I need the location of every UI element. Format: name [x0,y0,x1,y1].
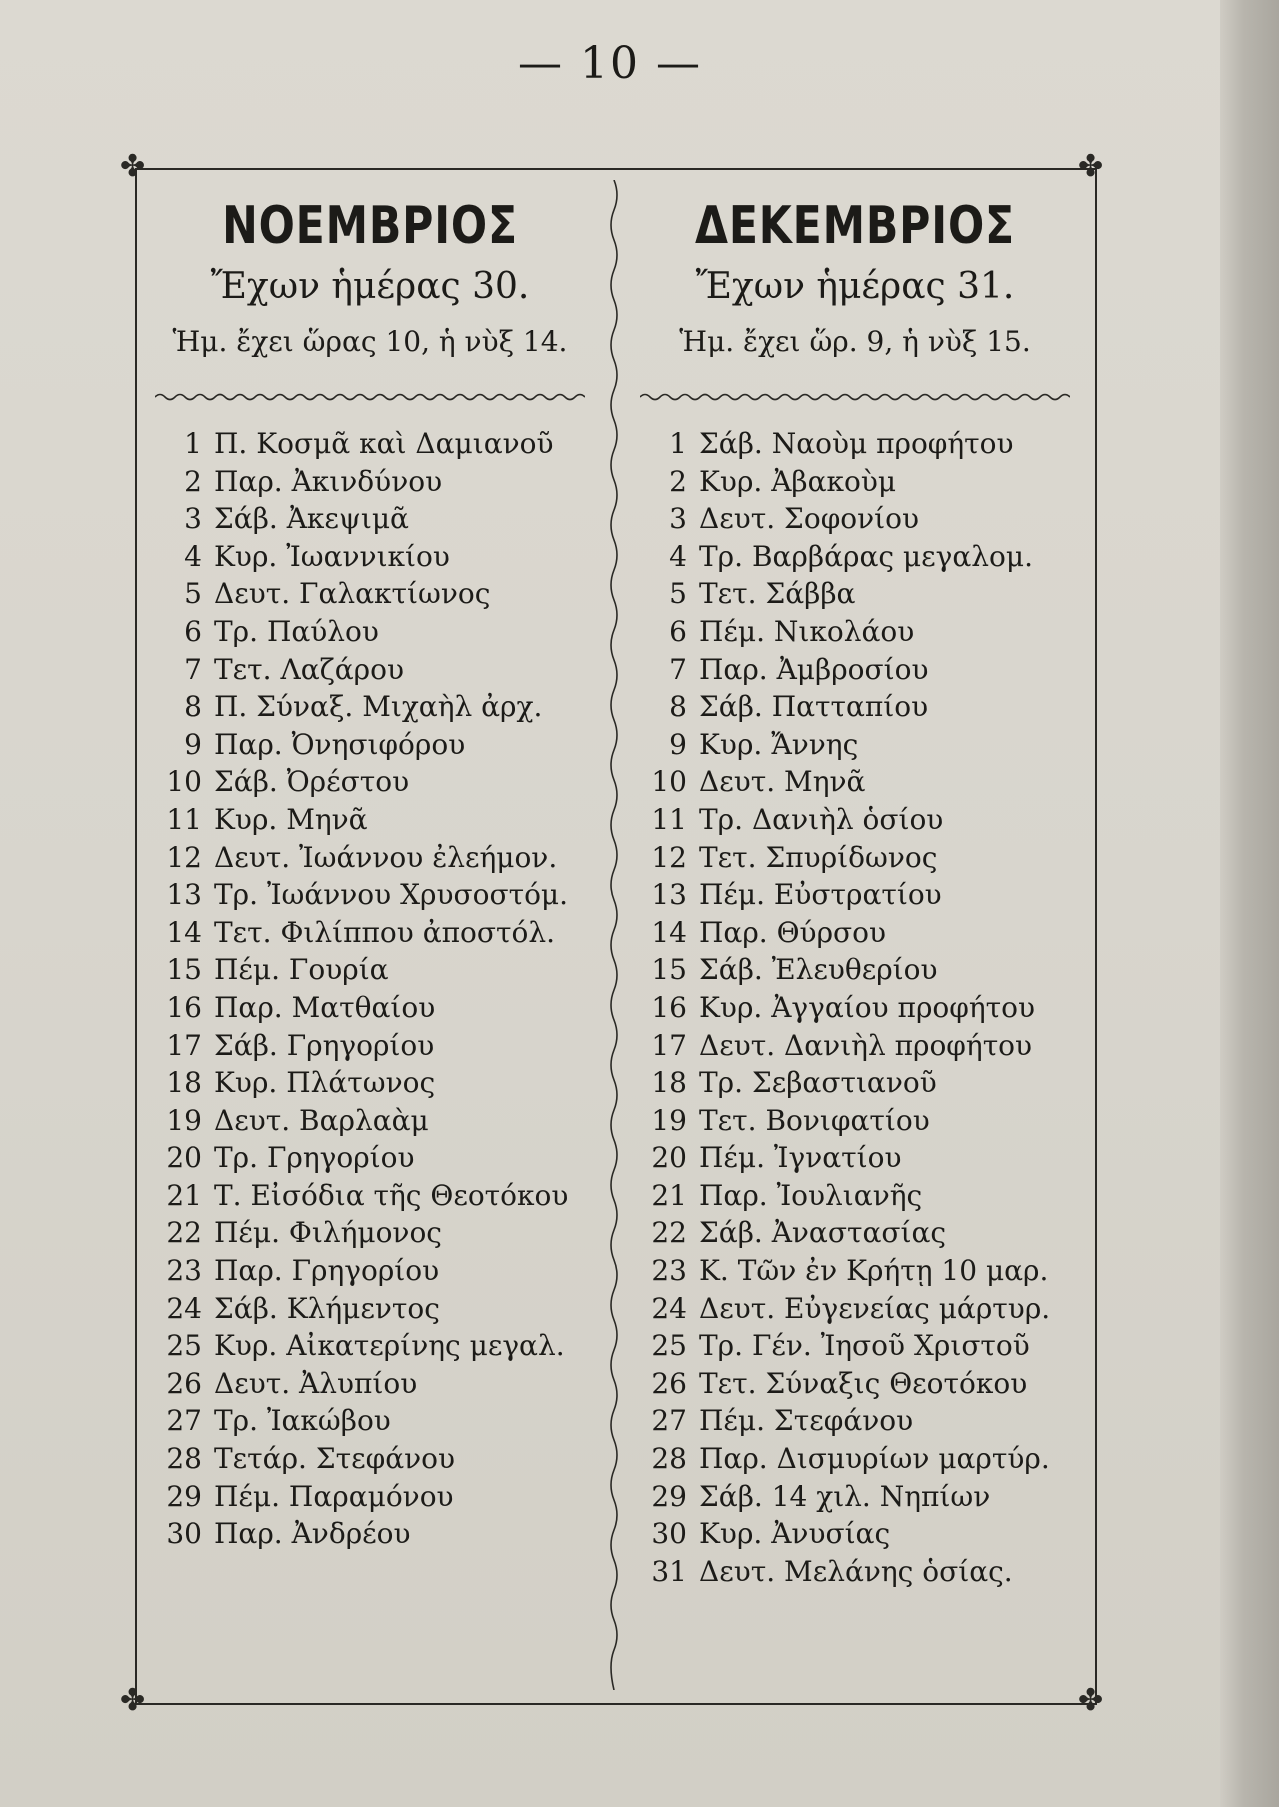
day-number: 14 [166,915,202,949]
day-number: 27 [651,1404,687,1438]
list-item [140,688,600,726]
list-item [140,538,600,576]
list-item [625,500,1085,538]
day-entry-text: Τ. Εἰσόδια τῆς Θεοτόκου [214,1178,569,1212]
day-entry-text: Σάβ. Ὀρέστου [214,765,410,799]
day-number: 5 [669,577,687,611]
day-entry-text: Παρ. Ἰουλιανῆς [699,1178,923,1212]
list-item [625,876,1085,914]
list-item [140,463,600,501]
wavy-rule-december [640,391,1070,403]
day-number: 23 [651,1254,687,1288]
wavy-rule-november [155,391,585,403]
corner-ornament-bottom-left: ✤ [120,1683,146,1718]
list-item [140,1064,600,1102]
day-entry-text: Πέμ. Φιλήμονος [214,1216,442,1250]
list-item [140,801,600,839]
day-entry-text: Πέμ. Γουρία [214,953,389,987]
list-item [625,1553,1085,1591]
day-entry-text: Π. Σύναξ. Μιχαὴλ ἀρχ. [214,690,543,724]
day-number: 17 [651,1028,687,1062]
day-number: 19 [651,1103,687,1137]
list-item [140,1252,600,1290]
day-number: 6 [669,614,687,648]
list-item [625,538,1085,576]
day-entry-text: Κυρ. Αἰκατερίνης μεγαλ. [214,1329,565,1363]
day-entry-text: Παρ. Ἀκινδύνου [214,464,443,498]
list-item [625,463,1085,501]
day-number: 15 [651,953,687,987]
day-entry-text: Παρ. Θύρσου [699,915,887,949]
day-entry-text: Τετ. Σάββα [699,577,856,611]
day-entry-text: Κ. Τῶν ἐν Κρήτῃ 10 μαρ. [699,1254,1049,1288]
day-entry-text: Κυρ. Ἄννης [699,727,859,761]
day-number: 7 [184,652,202,686]
day-entry-text: Δευτ. Βαρλαὰμ [214,1103,429,1137]
day-number: 24 [166,1291,202,1325]
day-number: 30 [166,1517,202,1551]
day-entry-text: Κυρ. Ἀβακοὺμ [699,464,897,498]
day-number: 16 [166,990,202,1024]
day-entry-text: Παρ. Ἀνδρέου [214,1517,411,1551]
list-item [625,763,1085,801]
list-item [625,1365,1085,1403]
day-entry-text: Παρ. Ματθαίου [214,990,436,1024]
day-entry-text: Τετ. Σπυρίδωνος [699,840,938,874]
day-entry-text: Τετ. Φιλίππου ἀποστόλ. [214,915,555,949]
day-number: 5 [184,577,202,611]
list-item [625,1290,1085,1328]
list-item [140,1102,600,1140]
day-entry-text: Σάβ. Κλήμεντος [214,1291,440,1325]
list-item [625,425,1085,463]
day-entry-text: Πέμ. Εὐστρατίου [699,878,942,912]
day-entry-text: Δευτ. Σοφονίου [699,502,920,536]
day-entry-text: Παρ. Ἀμβροσίου [699,652,929,686]
day-number: 27 [166,1404,202,1438]
day-number: 21 [651,1178,687,1212]
list-item [625,1402,1085,1440]
day-entry-text: Παρ. Γρηγορίου [214,1254,440,1288]
list-item [625,688,1085,726]
day-number: 3 [669,502,687,536]
day-number: 9 [184,727,202,761]
day-entry-text: Τρ. Ἰακώβου [214,1404,391,1438]
day-entry-text: Κυρ. Ἰωαννικίου [214,539,450,573]
day-entry-text: Παρ. Δισμυρίων μαρτύρ. [699,1442,1050,1476]
day-number: 13 [166,878,202,912]
day-number: 22 [166,1216,202,1250]
day-entry-text: Τετ. Λαζάρου [214,652,405,686]
day-entry-text: Παρ. Ὀνησιφόρου [214,727,466,761]
list-item [625,839,1085,877]
day-entry-text: Δευτ. Ἀλυπίου [214,1366,418,1400]
list-item [140,1440,600,1478]
day-number: 9 [669,727,687,761]
day-number: 29 [651,1479,687,1513]
corner-ornament-top-left: ✤ [120,149,146,184]
list-item [625,1327,1085,1365]
day-entry-text: Κυρ. Ἀγγαίου προφήτου [699,990,1036,1024]
day-number: 11 [166,802,202,836]
month-title-november: ΝΟΕΜΒΡΙΟΣ [222,196,518,256]
day-entry-text: Δευτ. Δανιὴλ προφήτου [699,1028,1033,1062]
day-entry-text: Δευτ. Ἰωάννου ἐλεήμον. [214,840,558,874]
day-entry-text: Σάβ. Ἀκεψιμᾶ [214,502,409,536]
list-item [140,613,600,651]
day-number: 14 [651,915,687,949]
day-number: 12 [651,840,687,874]
corner-ornament-top-right: ✤ [1078,149,1104,184]
day-number: 28 [651,1442,687,1476]
november-day-hours: Ἡμ. ἔχει ὥρας 10, ἡ νὺξ 14. [172,325,568,358]
day-number: 17 [166,1028,202,1062]
day-number: 3 [184,502,202,536]
day-number: 15 [166,953,202,987]
november-days-count: Ἔχων ἡμέρας 30. [210,266,530,307]
day-number: 13 [651,878,687,912]
day-entry-text: Τρ. Γέν. Ἰησοῦ Χριστοῦ [699,1329,1030,1363]
day-entry-text: Σάβ. 14 χιλ. Νηπίων [699,1479,991,1513]
list-item [625,989,1085,1027]
page-number: — 10 — [518,38,702,89]
page-edge [1220,0,1279,1807]
list-item [140,425,600,463]
day-entry-text: Κυρ. Πλάτωνος [214,1066,436,1100]
list-item [140,914,600,952]
day-number: 25 [651,1329,687,1363]
day-entry-text: Πέμ. Ἰγνατίου [699,1141,902,1175]
month-title-december: ΔΕΚΕΜΒΡΙΟΣ [695,196,1015,256]
day-number: 10 [166,765,202,799]
day-number: 22 [651,1216,687,1250]
day-number: 26 [651,1366,687,1400]
december-days-count: Ἔχων ἡμέρας 31. [695,266,1015,307]
corner-ornament-bottom-right: ✤ [1078,1683,1104,1718]
day-number: 10 [651,765,687,799]
list-item [140,839,600,877]
day-entry-text: Δευτ. Μελάνης ὁσίας. [699,1554,1013,1588]
day-number: 20 [651,1141,687,1175]
list-item [140,1290,600,1328]
list-item [625,651,1085,689]
day-entry-text: Πέμ. Νικολάου [699,614,915,648]
day-number: 28 [166,1442,202,1476]
day-number: 26 [166,1366,202,1400]
december-column [625,195,1085,1590]
list-item [140,951,600,989]
day-number: 18 [166,1066,202,1100]
day-entry-text: Κυρ. Ἀνυσίας [699,1517,891,1551]
list-item [140,726,600,764]
day-number: 4 [184,539,202,573]
day-number: 30 [651,1517,687,1551]
day-entry-text: Δευτ. Μηνᾶ [699,765,866,799]
day-entry-text: Σάβ. Γρηγορίου [214,1028,435,1062]
list-item [625,1102,1085,1140]
day-entry-text: Σάβ. Ἐλευθερίου [699,953,938,987]
list-item [140,1478,600,1516]
day-number: 16 [651,990,687,1024]
list-item [625,914,1085,952]
day-entry-text: Τετάρ. Στεφάνου [214,1442,456,1476]
day-entry-text: Τρ. Δανιὴλ ὁσίου [699,802,944,836]
day-number: 19 [166,1103,202,1137]
day-entry-text: Τρ. Βαρβάρας μεγαλομ. [699,539,1033,573]
day-entry-text: Τετ. Βονιφατίου [699,1103,930,1137]
day-entry-text: Τρ. Γρηγορίου [214,1141,415,1175]
list-item [625,1440,1085,1478]
list-item [140,763,600,801]
day-entry-text: Π. Κοσμᾶ καὶ Δαμιανοῦ [214,427,554,460]
list-item [625,1252,1085,1290]
list-item [625,575,1085,613]
day-entry-text: Σάβ. Πατταπίου [699,690,929,724]
november-column [140,195,600,1553]
list-item [140,1027,600,1065]
list-item [140,1327,600,1365]
list-item [140,989,600,1027]
day-number: 24 [651,1291,687,1325]
day-number: 2 [669,464,687,498]
list-item [140,1515,600,1553]
list-item [140,1214,600,1252]
november-saints-list [140,425,600,1553]
december-day-hours: Ἡμ. ἔχει ὥρ. 9, ἡ νὺξ 15. [679,325,1031,358]
list-item [140,1402,600,1440]
day-entry-text: Πέμ. Στεφάνου [699,1404,914,1438]
list-item [140,575,600,613]
day-number: 8 [184,690,202,724]
day-number: 6 [184,614,202,648]
day-number: 12 [166,840,202,874]
day-number: 4 [669,539,687,573]
list-item [625,951,1085,989]
day-number: 11 [651,802,687,836]
list-item [625,1027,1085,1065]
day-entry-text: Τρ. Ἰωάννου Χρυσοστόμ. [214,878,569,912]
list-item [625,613,1085,651]
list-item [140,1177,600,1215]
list-item [140,1139,600,1177]
day-entry-text: Κυρ. Μηνᾶ [214,802,368,836]
list-item [625,726,1085,764]
day-number: 31 [651,1554,687,1588]
december-saints-list [625,425,1085,1590]
day-number: 21 [166,1178,202,1212]
column-divider [606,180,622,1690]
day-number: 7 [669,652,687,686]
day-number: 20 [166,1141,202,1175]
day-entry-text: Πέμ. Παραμόνου [214,1479,454,1513]
list-item [625,1214,1085,1252]
day-number: 25 [166,1329,202,1363]
day-number: 1 [669,427,687,460]
day-number: 18 [651,1066,687,1100]
day-number: 23 [166,1254,202,1288]
day-entry-text: Σάβ. Ναοὺμ προφήτου [699,427,1014,460]
day-entry-text: Τρ. Σεβαστιανοῦ [699,1066,937,1100]
list-item [140,1365,600,1403]
list-item [625,1177,1085,1215]
day-entry-text: Σάβ. Ἀναστασίας [699,1216,947,1250]
list-item [625,1139,1085,1177]
list-item [140,876,600,914]
list-item [625,801,1085,839]
list-item [140,651,600,689]
day-entry-text: Δευτ. Γαλακτίωνος [214,577,491,611]
day-number: 2 [184,464,202,498]
day-number: 8 [669,690,687,724]
list-item [140,500,600,538]
list-item [625,1515,1085,1553]
day-number: 29 [166,1479,202,1513]
list-item [625,1478,1085,1516]
day-entry-text: Τετ. Σύναξις Θεοτόκου [699,1366,1028,1400]
day-entry-text: Δευτ. Εὐγενείας μάρτυρ. [699,1291,1051,1325]
day-number: 1 [184,427,202,460]
day-entry-text: Τρ. Παύλου [214,614,379,648]
list-item [625,1064,1085,1102]
